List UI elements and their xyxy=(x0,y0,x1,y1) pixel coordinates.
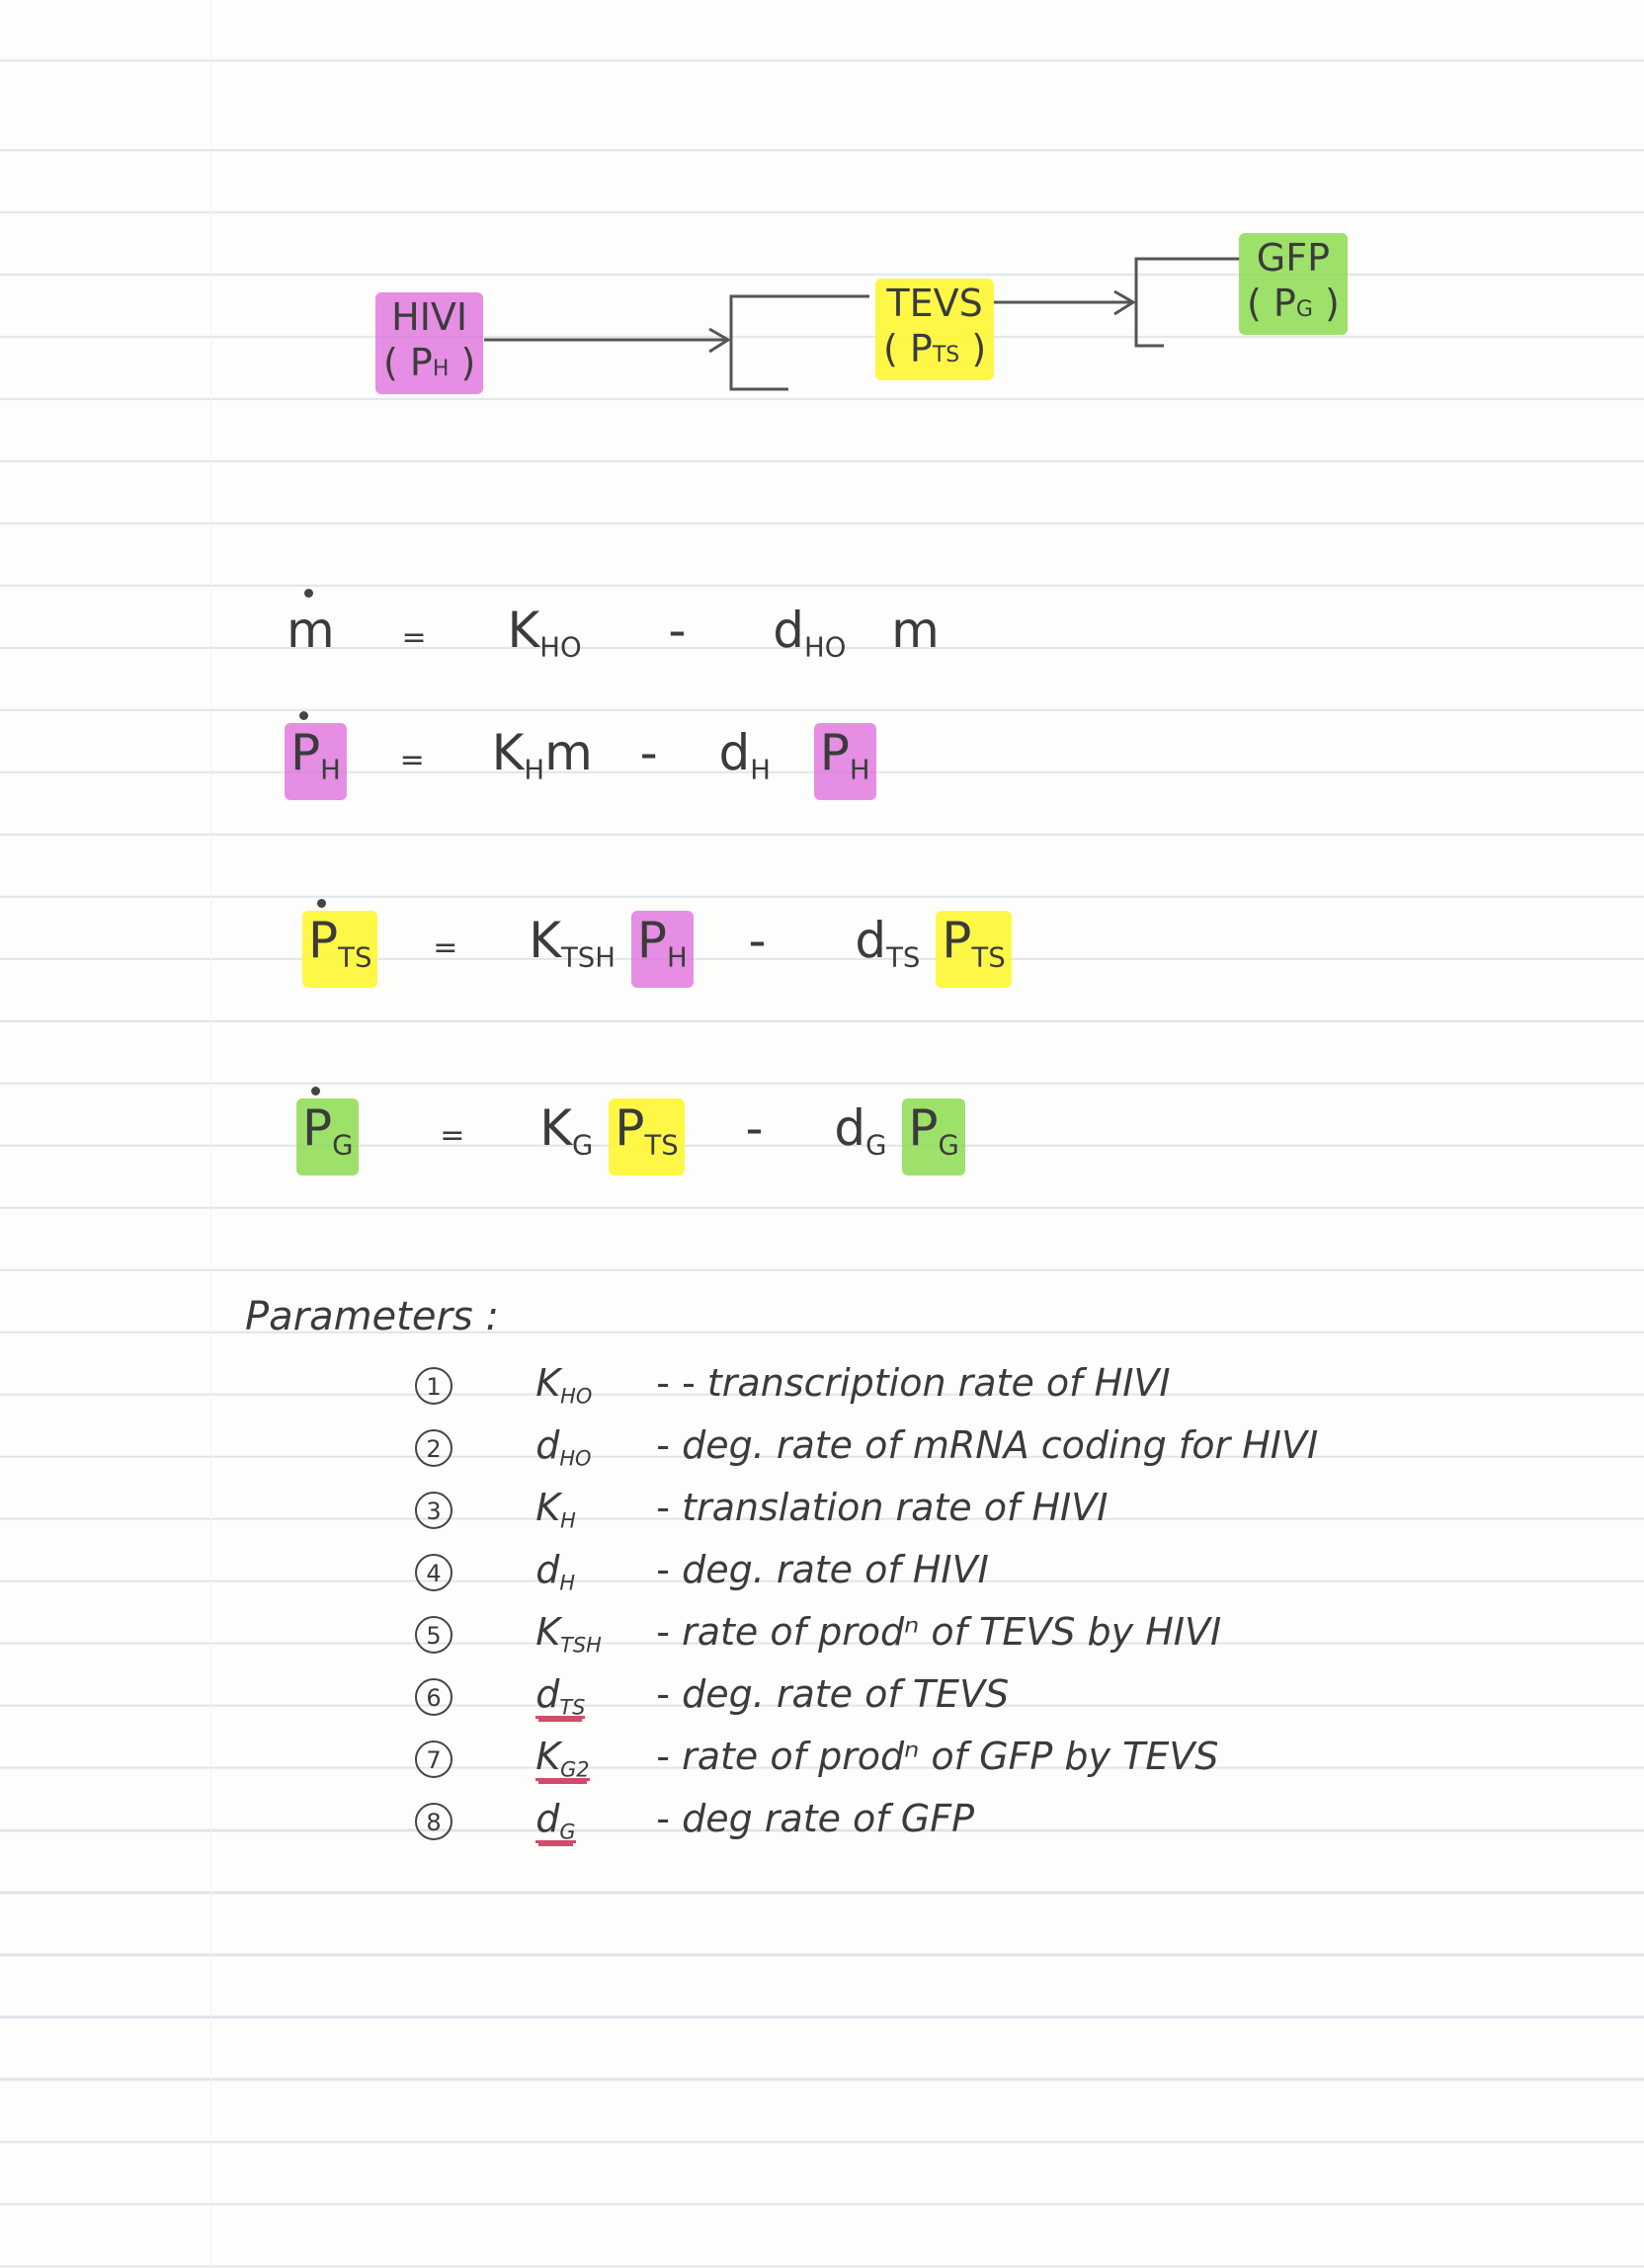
parameters-heading: Parameters : xyxy=(245,1294,499,1339)
parameters-list xyxy=(415,1353,1318,1851)
parameter-row xyxy=(415,1789,1318,1851)
eq3-d-var: P xyxy=(942,912,972,969)
node-gfp-symbol-sub: G xyxy=(1295,297,1313,322)
parameter-number: 7 xyxy=(415,1741,452,1778)
eq3-equals: = xyxy=(433,931,458,965)
parameter-description: deg. rate of mRNA coding for HIVI xyxy=(682,1423,1319,1467)
eq1-minus: - xyxy=(668,602,687,659)
eq1-k-sub: HO xyxy=(539,631,582,664)
eq4-k-var-highlight xyxy=(609,1098,684,1175)
node-tevs-symbol-p: P xyxy=(909,327,933,370)
eq1-d: d xyxy=(773,602,805,659)
parameter-dash: - xyxy=(656,1735,670,1778)
eq1-lhs: m xyxy=(287,602,335,659)
parameter-row xyxy=(415,1664,1318,1727)
eq2-d-var-highlight xyxy=(814,723,876,800)
parameter-symbol-underline xyxy=(535,1797,575,1843)
parameter-symbol-underline xyxy=(535,1672,585,1719)
parameter-number: 5 xyxy=(415,1616,452,1654)
parameter-row xyxy=(415,1353,1318,1416)
eq3-d-var-sub: TS xyxy=(971,941,1006,974)
eq2-minus: - xyxy=(639,724,658,781)
node-tevs-symbol: ( PTS ) xyxy=(883,327,987,370)
eq2-k-sub: H xyxy=(524,754,545,786)
parameter-row xyxy=(415,1478,1318,1540)
node-hiv1-symbol-sub: H xyxy=(432,357,450,381)
eq2-lhs: P xyxy=(290,724,321,781)
parameter-row xyxy=(415,1416,1318,1478)
parameter-symbol-sub: TSH xyxy=(560,1633,602,1658)
parameter-number: 4 xyxy=(415,1554,452,1591)
parameter-symbol-main: d xyxy=(535,1423,560,1467)
eq2-k: K xyxy=(491,724,525,781)
eq4-d-var: P xyxy=(908,1099,939,1157)
eq2-k-var: m xyxy=(544,724,593,781)
eq3-d: d xyxy=(855,912,887,969)
eq2-d-var: P xyxy=(819,724,850,781)
eq4-k-var: P xyxy=(615,1099,645,1157)
eq1-equals: = xyxy=(401,620,427,655)
node-tevs xyxy=(875,279,994,380)
node-hiv1-symbol: ( PH ) xyxy=(383,341,476,384)
parameter-description: rate of prodⁿ of TEVS by HIVI xyxy=(682,1610,1222,1654)
node-tevs-name: TEVS xyxy=(886,282,983,325)
parameter-description: transcription rate of HIVI xyxy=(706,1361,1171,1405)
node-hiv1-name: HIVI xyxy=(391,295,468,339)
parameter-number: 2 xyxy=(415,1429,452,1467)
parameter-symbol-sub: G2 xyxy=(560,1757,590,1782)
parameter-dash: - - xyxy=(656,1361,696,1405)
eq2-lhs-sub: H xyxy=(320,754,341,786)
parameter-symbol-main: K xyxy=(535,1486,561,1529)
parameter-row xyxy=(415,1602,1318,1664)
parameter-description: deg. rate of TEVS xyxy=(682,1672,1010,1716)
eq3-d-sub: TS xyxy=(886,941,921,974)
parameter-row xyxy=(415,1540,1318,1602)
equation-pts xyxy=(302,911,1012,988)
parameter-dash: - xyxy=(656,1423,670,1467)
parameter-symbol-main: d xyxy=(535,1672,560,1716)
parameter-number: 6 xyxy=(415,1678,452,1716)
eq3-k-var-sub: H xyxy=(666,941,688,974)
eq2-equals: = xyxy=(399,743,425,777)
parameter-symbol-sub: TS xyxy=(559,1695,586,1720)
eq3-k: K xyxy=(529,912,561,969)
eq1-d-var: m xyxy=(891,602,940,659)
eq4-lhs-sub: G xyxy=(332,1129,354,1162)
parameter-symbol-sub: HO xyxy=(559,1446,592,1471)
equation-mrna xyxy=(287,601,940,678)
parameter-symbol-main: K xyxy=(535,1735,561,1778)
parameter-number: 3 xyxy=(415,1492,452,1529)
parameter-symbol-main: K xyxy=(535,1610,561,1654)
parameter-number: 1 xyxy=(415,1367,452,1405)
eq2-lhs-highlight xyxy=(285,723,347,800)
parameter-number: 8 xyxy=(415,1803,452,1840)
parameter-description: translation rate of HIVI xyxy=(682,1486,1109,1529)
parameter-symbol-sub: H xyxy=(559,1571,576,1595)
eq3-lhs-sub: TS xyxy=(338,941,372,974)
eq4-d: d xyxy=(834,1099,866,1157)
eq1-k: K xyxy=(507,602,540,659)
eq4-lhs-highlight xyxy=(296,1098,359,1175)
eq2-d-var-sub: H xyxy=(849,754,870,786)
parameter-description: rate of prodⁿ of GFP by TEVS xyxy=(682,1735,1219,1778)
parameter-symbol-main: d xyxy=(535,1797,560,1840)
equation-ph xyxy=(285,723,876,800)
eq3-minus: - xyxy=(748,912,767,969)
eq4-d-sub: G xyxy=(865,1129,887,1162)
parameter-symbol-sub: G xyxy=(559,1820,576,1844)
node-tevs-symbol-sub: TS xyxy=(932,343,960,367)
eq2-d: d xyxy=(718,724,751,781)
parameter-symbol xyxy=(535,1789,644,1861)
promoter-bracket-tevs xyxy=(731,296,869,389)
eq3-lhs-highlight xyxy=(302,911,377,988)
node-gfp-name: GFP xyxy=(1256,236,1330,280)
parameter-symbol-main: d xyxy=(535,1548,560,1591)
eq4-minus: - xyxy=(745,1099,764,1157)
eq4-d-var-sub: G xyxy=(938,1129,959,1162)
parameter-row xyxy=(415,1727,1318,1789)
eq1-d-sub: HO xyxy=(804,631,847,664)
parameter-symbol-sub: H xyxy=(560,1508,576,1533)
eq2-d-sub: H xyxy=(750,754,771,786)
parameter-dash: - xyxy=(656,1797,670,1840)
equation-pg xyxy=(296,1098,965,1175)
eq3-k-var-highlight xyxy=(631,911,694,988)
parameter-dash: - xyxy=(656,1610,670,1654)
parameter-symbol-underline xyxy=(535,1735,589,1781)
diagram-arrows xyxy=(0,0,1644,454)
eq3-lhs: P xyxy=(308,912,339,969)
parameter-dash: - xyxy=(656,1486,670,1529)
eq3-d-var-highlight xyxy=(936,911,1011,988)
parameter-dash: - xyxy=(656,1548,670,1591)
parameter-description: deg. rate of HIVI xyxy=(682,1548,989,1591)
node-gfp-symbol: ( PG ) xyxy=(1247,282,1340,325)
parameter-symbol-main: K xyxy=(535,1361,561,1405)
node-hiv1-symbol-p: P xyxy=(409,341,433,384)
eq4-equals: = xyxy=(440,1118,465,1153)
eq4-k-sub: G xyxy=(572,1129,594,1162)
eq4-lhs: P xyxy=(302,1099,333,1157)
node-hiv1 xyxy=(375,292,483,394)
parameter-dash: - xyxy=(656,1672,670,1716)
eq4-d-var-highlight xyxy=(902,1098,964,1175)
eq4-k: K xyxy=(539,1099,573,1157)
parameter-symbol-sub: HO xyxy=(560,1384,593,1409)
eq3-k-sub: TSH xyxy=(560,941,616,974)
eq3-k-var: P xyxy=(636,912,667,969)
node-gfp-symbol-p: P xyxy=(1273,282,1296,325)
eq4-k-var-sub: TS xyxy=(644,1129,679,1162)
promoter-bracket-gfp xyxy=(1136,259,1240,346)
parameter-description: deg rate of GFP xyxy=(682,1797,974,1840)
node-gfp xyxy=(1239,233,1348,335)
